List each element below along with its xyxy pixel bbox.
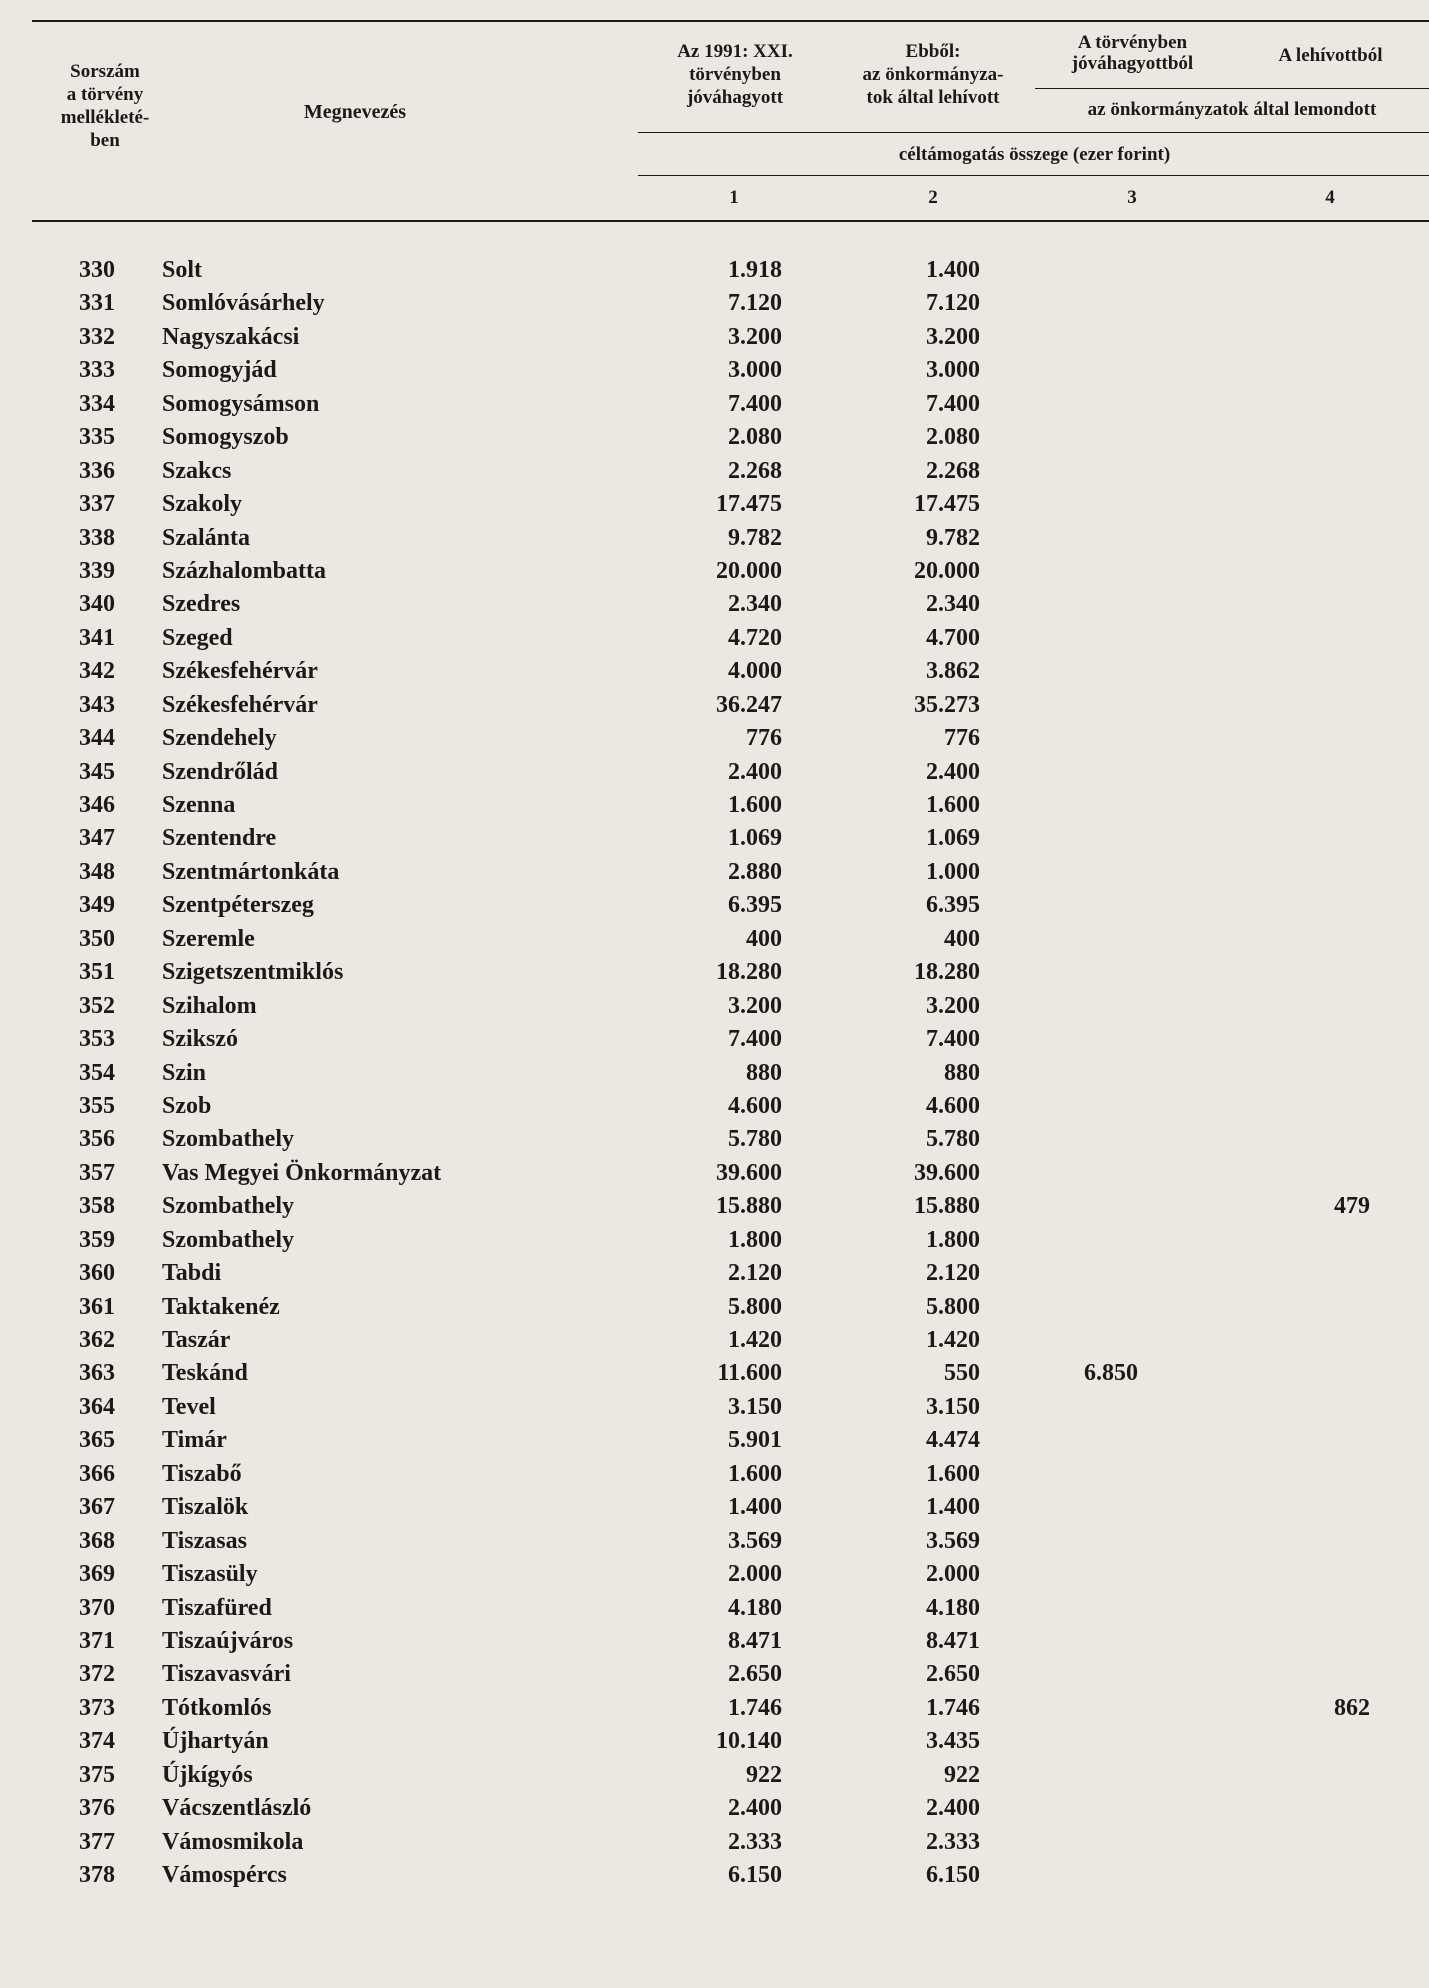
header-approved-from-line: jóváhagyottból — [1071, 53, 1194, 74]
row-number: 345 — [79, 758, 115, 785]
row-name: Tiszabő — [162, 1460, 242, 1487]
row-name: Tiszalök — [162, 1494, 249, 1521]
row-waived-called-value: 479 — [1334, 1193, 1370, 1220]
row-approved-value: 9.782 — [728, 524, 782, 551]
table-row — [0, 1725, 1429, 1758]
row-name: Tevel — [162, 1393, 216, 1420]
row-name: Somogysámson — [162, 390, 320, 417]
row-name: Szakcs — [162, 457, 232, 484]
row-number: 372 — [79, 1661, 115, 1688]
header-name — [270, 101, 440, 124]
table-row — [0, 1257, 1429, 1290]
row-number: 354 — [79, 1059, 115, 1086]
row-approved-value: 1.918 — [728, 257, 782, 283]
row-approved-value: 18.280 — [716, 959, 782, 986]
header-approved-from-line: A törvényben — [1077, 32, 1188, 53]
row-called-value: 2.120 — [926, 1260, 980, 1287]
table-row — [0, 1592, 1429, 1625]
table-row — [0, 455, 1429, 488]
row-name: Szigetszentmiklós — [162, 959, 344, 986]
row-name: Tiszasüly — [162, 1561, 258, 1588]
row-approved-value: 3.200 — [728, 992, 782, 1019]
row-number: 347 — [79, 825, 115, 852]
row-called-value: 18.280 — [914, 959, 980, 986]
row-called-value: 15.880 — [914, 1193, 980, 1220]
table-row — [0, 1424, 1429, 1457]
row-called-value: 2.400 — [926, 758, 980, 785]
row-number: 375 — [79, 1761, 115, 1788]
row-approved-value: 39.600 — [716, 1159, 782, 1186]
row-name: Szeged — [162, 624, 233, 651]
header-called-line: Ebből: — [905, 41, 961, 62]
table-row — [0, 1357, 1429, 1390]
row-called-value: 2.650 — [926, 1661, 980, 1688]
table-row — [0, 1792, 1429, 1825]
row-approved-value: 3.200 — [728, 323, 782, 350]
header-called-line: az önkormányza- — [862, 64, 1004, 85]
row-approved-value: 6.395 — [728, 892, 782, 919]
row-name: Százhalombatta — [162, 557, 326, 584]
header-called-line: tok által lehívott — [866, 87, 1000, 108]
row-name: Szeremle — [162, 925, 255, 952]
row-number: 360 — [79, 1260, 115, 1287]
table-row — [0, 588, 1429, 621]
row-number: 342 — [79, 658, 115, 685]
row-name: Székesfehérvár — [162, 691, 318, 718]
row-name: Somogyszob — [162, 424, 289, 451]
row-name: Szombathely — [162, 1226, 294, 1253]
row-called-value: 20.000 — [914, 557, 980, 584]
row-name: Tótkomlós — [162, 1694, 272, 1721]
table-row — [0, 655, 1429, 688]
header-span-waived — [1035, 98, 1429, 121]
row-approved-value: 15.880 — [716, 1193, 782, 1220]
table-row — [0, 555, 1429, 588]
row-name: Teskánd — [162, 1360, 248, 1387]
column-number: 2 — [928, 187, 938, 208]
row-name: Vas Megyei Önkormányzat — [162, 1159, 442, 1186]
row-name: Nagyszakácsi — [162, 323, 300, 350]
row-waived-called-value: 862 — [1334, 1694, 1370, 1721]
row-called-value: 4.700 — [926, 624, 980, 651]
row-name: Székesfehérvár — [162, 658, 318, 685]
row-approved-value: 36.247 — [716, 691, 782, 718]
row-called-value: 9.782 — [926, 524, 980, 551]
row-number: 369 — [79, 1561, 115, 1588]
row-name: Szalánta — [162, 524, 251, 551]
row-approved-value: 6.150 — [728, 1862, 782, 1888]
row-approved-value: 2.333 — [728, 1828, 782, 1855]
row-number: 334 — [79, 390, 115, 417]
row-number: 359 — [79, 1226, 115, 1253]
header-approved-from — [1035, 32, 1230, 74]
row-number: 365 — [79, 1427, 115, 1454]
row-called-value: 1.600 — [926, 792, 980, 818]
table-row — [0, 789, 1429, 822]
row-number: 368 — [79, 1527, 115, 1554]
header-serial-line: ben — [90, 130, 120, 151]
row-number: 373 — [79, 1694, 115, 1721]
table-row — [0, 1023, 1429, 1056]
row-name: Vácszentlászló — [162, 1795, 312, 1822]
header-law-approved — [640, 40, 830, 109]
row-called-value: 7.400 — [926, 390, 980, 417]
row-number: 338 — [79, 524, 115, 551]
row-name: Tiszasas — [162, 1527, 247, 1554]
row-name: Taktakenéz — [162, 1293, 280, 1320]
row-approved-value: 2.080 — [728, 424, 782, 451]
table-row — [0, 822, 1429, 855]
row-number: 341 — [79, 624, 115, 651]
row-called-value: 39.600 — [914, 1159, 980, 1186]
row-number: 349 — [79, 892, 115, 919]
row-approved-value: 7.400 — [728, 390, 782, 417]
row-number: 335 — [79, 424, 115, 451]
row-number: 350 — [79, 925, 115, 952]
row-called-value: 35.273 — [914, 691, 980, 718]
row-called-value: 1.069 — [926, 825, 980, 852]
header-span-amount-label: céltámogatás összege (ezer forint) — [898, 144, 1171, 165]
row-number: 331 — [79, 290, 115, 317]
table-row — [0, 923, 1429, 956]
row-called-value: 550 — [944, 1360, 980, 1387]
header-serial-line: a törvény — [66, 84, 144, 105]
header-law-approved-line: Az 1991: XXI. — [677, 41, 793, 62]
row-called-value: 2.268 — [926, 457, 980, 484]
table-row — [0, 1558, 1429, 1591]
row-called-value: 922 — [944, 1761, 980, 1788]
table-row — [0, 1625, 1429, 1658]
row-called-value: 2.340 — [926, 591, 980, 618]
row-approved-value: 5.780 — [728, 1126, 782, 1153]
row-name: Solt — [162, 257, 203, 283]
row-name: Vámosmikola — [162, 1828, 304, 1855]
table-row — [0, 1057, 1429, 1090]
row-number: 340 — [79, 591, 115, 618]
row-approved-value: 2.000 — [728, 1561, 782, 1588]
row-called-value: 776 — [944, 725, 980, 752]
row-called-value: 400 — [944, 925, 980, 952]
table-row — [0, 622, 1429, 655]
row-approved-value: 2.340 — [728, 591, 782, 618]
header-called — [838, 40, 1028, 109]
row-name: Újhartyán — [162, 1728, 269, 1755]
sub-rule-right — [1035, 88, 1429, 89]
row-called-value: 2.000 — [926, 1561, 980, 1588]
row-number: 332 — [79, 323, 115, 350]
row-name: Tiszavasvári — [162, 1661, 291, 1688]
row-approved-value: 8.471 — [728, 1627, 782, 1654]
table-row — [0, 1090, 1429, 1123]
row-approved-value: 10.140 — [716, 1728, 782, 1755]
header-name-label: Megnevezés — [303, 101, 407, 123]
row-number: 352 — [79, 992, 115, 1019]
row-approved-value: 400 — [746, 925, 782, 952]
row-number: 362 — [79, 1327, 115, 1353]
row-called-value: 2.333 — [926, 1828, 980, 1855]
row-approved-value: 3.569 — [728, 1527, 782, 1554]
table-row — [0, 756, 1429, 789]
row-number: 364 — [79, 1393, 115, 1420]
row-called-value: 5.780 — [926, 1126, 980, 1153]
header-span-amount — [640, 143, 1429, 166]
row-approved-value: 776 — [746, 725, 782, 752]
row-called-value: 7.400 — [926, 1026, 980, 1053]
column-number: 4 — [1325, 187, 1335, 208]
row-called-value: 1.600 — [926, 1460, 980, 1487]
table-row — [0, 689, 1429, 722]
row-approved-value: 1.800 — [728, 1226, 782, 1253]
header-bottom-rule — [32, 220, 1429, 222]
row-called-value: 6.395 — [926, 892, 980, 919]
row-approved-value: 2.268 — [728, 457, 782, 484]
row-number: 376 — [79, 1795, 115, 1822]
row-number: 343 — [79, 691, 115, 718]
table-row — [0, 722, 1429, 755]
row-name: Taszár — [162, 1327, 231, 1353]
table-row — [0, 321, 1429, 354]
row-number: 363 — [79, 1360, 115, 1387]
row-approved-value: 4.000 — [728, 658, 782, 685]
table-row — [0, 1157, 1429, 1190]
row-number: 356 — [79, 1126, 115, 1153]
row-number: 337 — [79, 491, 115, 518]
row-number: 361 — [79, 1293, 115, 1320]
table-row — [0, 421, 1429, 454]
table-row — [0, 889, 1429, 922]
row-number: 371 — [79, 1627, 115, 1654]
row-name: Szakoly — [162, 491, 243, 518]
table-row — [0, 1458, 1429, 1491]
row-number: 366 — [79, 1460, 115, 1487]
row-name: Szedres — [162, 591, 241, 618]
table-row — [0, 1123, 1429, 1156]
row-called-value: 880 — [944, 1059, 980, 1086]
row-approved-value: 5.800 — [728, 1293, 782, 1320]
row-approved-value: 1.746 — [728, 1694, 782, 1721]
row-called-value: 1.400 — [926, 257, 980, 283]
row-number: 339 — [79, 557, 115, 584]
row-number: 330 — [79, 257, 115, 283]
table-row — [0, 1826, 1429, 1859]
table-row — [0, 1692, 1429, 1725]
row-called-value: 1.746 — [926, 1694, 980, 1721]
row-name: Tiszaújváros — [162, 1627, 294, 1654]
table-row — [0, 254, 1429, 287]
table-body — [0, 254, 1429, 1892]
row-called-value: 6.150 — [926, 1862, 980, 1888]
table-row — [0, 522, 1429, 555]
row-approved-value: 2.880 — [728, 858, 782, 885]
table-row — [0, 388, 1429, 421]
table-row — [0, 1491, 1429, 1524]
row-approved-value: 2.650 — [728, 1661, 782, 1688]
row-name: Szendehely — [162, 725, 277, 752]
table-row — [0, 354, 1429, 387]
row-name: Szombathely — [162, 1126, 294, 1153]
row-number: 374 — [79, 1728, 115, 1755]
header-called-from-label: A lehívottból — [1278, 45, 1383, 66]
row-name: Szentpéterszeg — [162, 892, 314, 919]
row-number: 333 — [79, 357, 115, 384]
header-span-waived-label: az önkormányzatok által lemondott — [1087, 99, 1377, 120]
row-number: 344 — [79, 725, 115, 752]
row-called-value: 3.200 — [926, 992, 980, 1019]
row-number: 348 — [79, 858, 115, 885]
row-called-value: 4.180 — [926, 1594, 980, 1621]
table-row — [0, 1525, 1429, 1558]
header-law-approved-line: jóváhagyott — [686, 87, 784, 108]
row-approved-value: 4.180 — [728, 1594, 782, 1621]
row-name: Szihalom — [162, 992, 257, 1019]
row-name: Szombathely — [162, 1193, 294, 1220]
row-called-value: 1.800 — [926, 1226, 980, 1253]
table-row — [0, 956, 1429, 989]
row-approved-value: 922 — [746, 1761, 782, 1788]
row-approved-value: 7.400 — [728, 1026, 782, 1053]
row-called-value: 1.000 — [926, 858, 980, 885]
row-called-value: 7.120 — [926, 290, 980, 317]
row-number: 346 — [79, 792, 115, 818]
table-row — [0, 1759, 1429, 1792]
mid-rule — [638, 132, 1429, 133]
row-called-value: 3.862 — [926, 658, 980, 685]
table-row — [0, 488, 1429, 521]
row-called-value: 3.569 — [926, 1527, 980, 1554]
table-row — [0, 1291, 1429, 1324]
row-approved-value: 880 — [746, 1059, 782, 1086]
row-number: 355 — [79, 1092, 115, 1119]
row-number: 336 — [79, 457, 115, 484]
row-called-value: 2.400 — [926, 1795, 980, 1822]
table-row — [0, 1224, 1429, 1257]
table-row — [0, 856, 1429, 889]
row-name: Tabdi — [162, 1260, 222, 1287]
row-approved-value: 4.600 — [728, 1092, 782, 1119]
table-row — [0, 1391, 1429, 1424]
header-law-approved-line: törvényben — [689, 64, 781, 85]
row-approved-value: 1.400 — [728, 1494, 782, 1521]
row-called-value: 3.000 — [926, 357, 980, 384]
row-number: 357 — [79, 1159, 115, 1186]
row-number: 378 — [79, 1862, 115, 1888]
row-approved-value: 1.600 — [728, 792, 782, 818]
row-approved-value: 20.000 — [716, 557, 782, 584]
row-number: 377 — [79, 1828, 115, 1855]
column-number: 3 — [1127, 187, 1137, 208]
row-name: Szikszó — [162, 1026, 239, 1053]
row-approved-value: 3.000 — [728, 357, 782, 384]
row-called-value: 8.471 — [926, 1627, 980, 1654]
row-name: Szentmártonkáta — [162, 858, 340, 885]
row-called-value: 5.800 — [926, 1293, 980, 1320]
row-name: Szin — [162, 1059, 207, 1086]
table-row — [0, 1190, 1429, 1223]
row-number: 370 — [79, 1594, 115, 1621]
header-serial-line: mellékleté- — [60, 107, 150, 128]
row-name: Timár — [162, 1427, 227, 1454]
row-waived-approved-value: 6.850 — [1084, 1360, 1138, 1387]
row-called-value: 4.600 — [926, 1092, 980, 1119]
top-rule — [32, 20, 1429, 22]
row-approved-value: 7.120 — [728, 290, 782, 317]
table-row — [0, 990, 1429, 1023]
row-name: Szendrőlád — [162, 758, 279, 785]
row-name: Újkígyós — [162, 1761, 253, 1788]
header-called-from — [1232, 44, 1429, 67]
row-name: Tiszafüred — [162, 1594, 272, 1621]
row-approved-value: 3.150 — [728, 1393, 782, 1420]
row-approved-value: 2.400 — [728, 1795, 782, 1822]
amount-rule — [638, 175, 1429, 176]
row-approved-value: 5.901 — [728, 1427, 782, 1454]
table-row — [0, 287, 1429, 320]
row-approved-value: 1.600 — [728, 1460, 782, 1487]
header-serial — [40, 60, 170, 152]
row-name: Szob — [162, 1092, 212, 1119]
row-approved-value: 1.420 — [728, 1327, 782, 1353]
table-row — [0, 1859, 1429, 1892]
column-number: 1 — [729, 187, 739, 208]
row-approved-value: 1.069 — [728, 825, 782, 852]
row-approved-value: 2.400 — [728, 758, 782, 785]
row-number: 351 — [79, 959, 115, 986]
row-called-value: 1.420 — [926, 1327, 980, 1353]
row-called-value: 17.475 — [914, 491, 980, 518]
row-called-value: 2.080 — [926, 424, 980, 451]
row-called-value: 4.474 — [926, 1427, 980, 1454]
row-name: Somogyjád — [162, 357, 277, 384]
row-approved-value: 11.600 — [717, 1360, 782, 1387]
row-name: Szentendre — [162, 825, 277, 852]
row-number: 367 — [79, 1494, 115, 1521]
header-serial-line: Sorszám — [70, 61, 140, 82]
row-name: Szenna — [162, 792, 236, 818]
row-called-value: 3.150 — [926, 1393, 980, 1420]
row-approved-value: 4.720 — [728, 624, 782, 651]
row-called-value: 3.435 — [926, 1728, 980, 1755]
row-name: Somlóvásárhely — [162, 290, 325, 317]
table-row — [0, 1658, 1429, 1691]
row-approved-value: 17.475 — [716, 491, 782, 518]
row-number: 353 — [79, 1026, 115, 1053]
row-approved-value: 2.120 — [728, 1260, 782, 1287]
row-name: Vámospércs — [162, 1862, 287, 1888]
row-called-value: 3.200 — [926, 323, 980, 350]
row-called-value: 1.400 — [926, 1494, 980, 1521]
table-row — [0, 1324, 1429, 1357]
row-number: 358 — [79, 1193, 115, 1220]
